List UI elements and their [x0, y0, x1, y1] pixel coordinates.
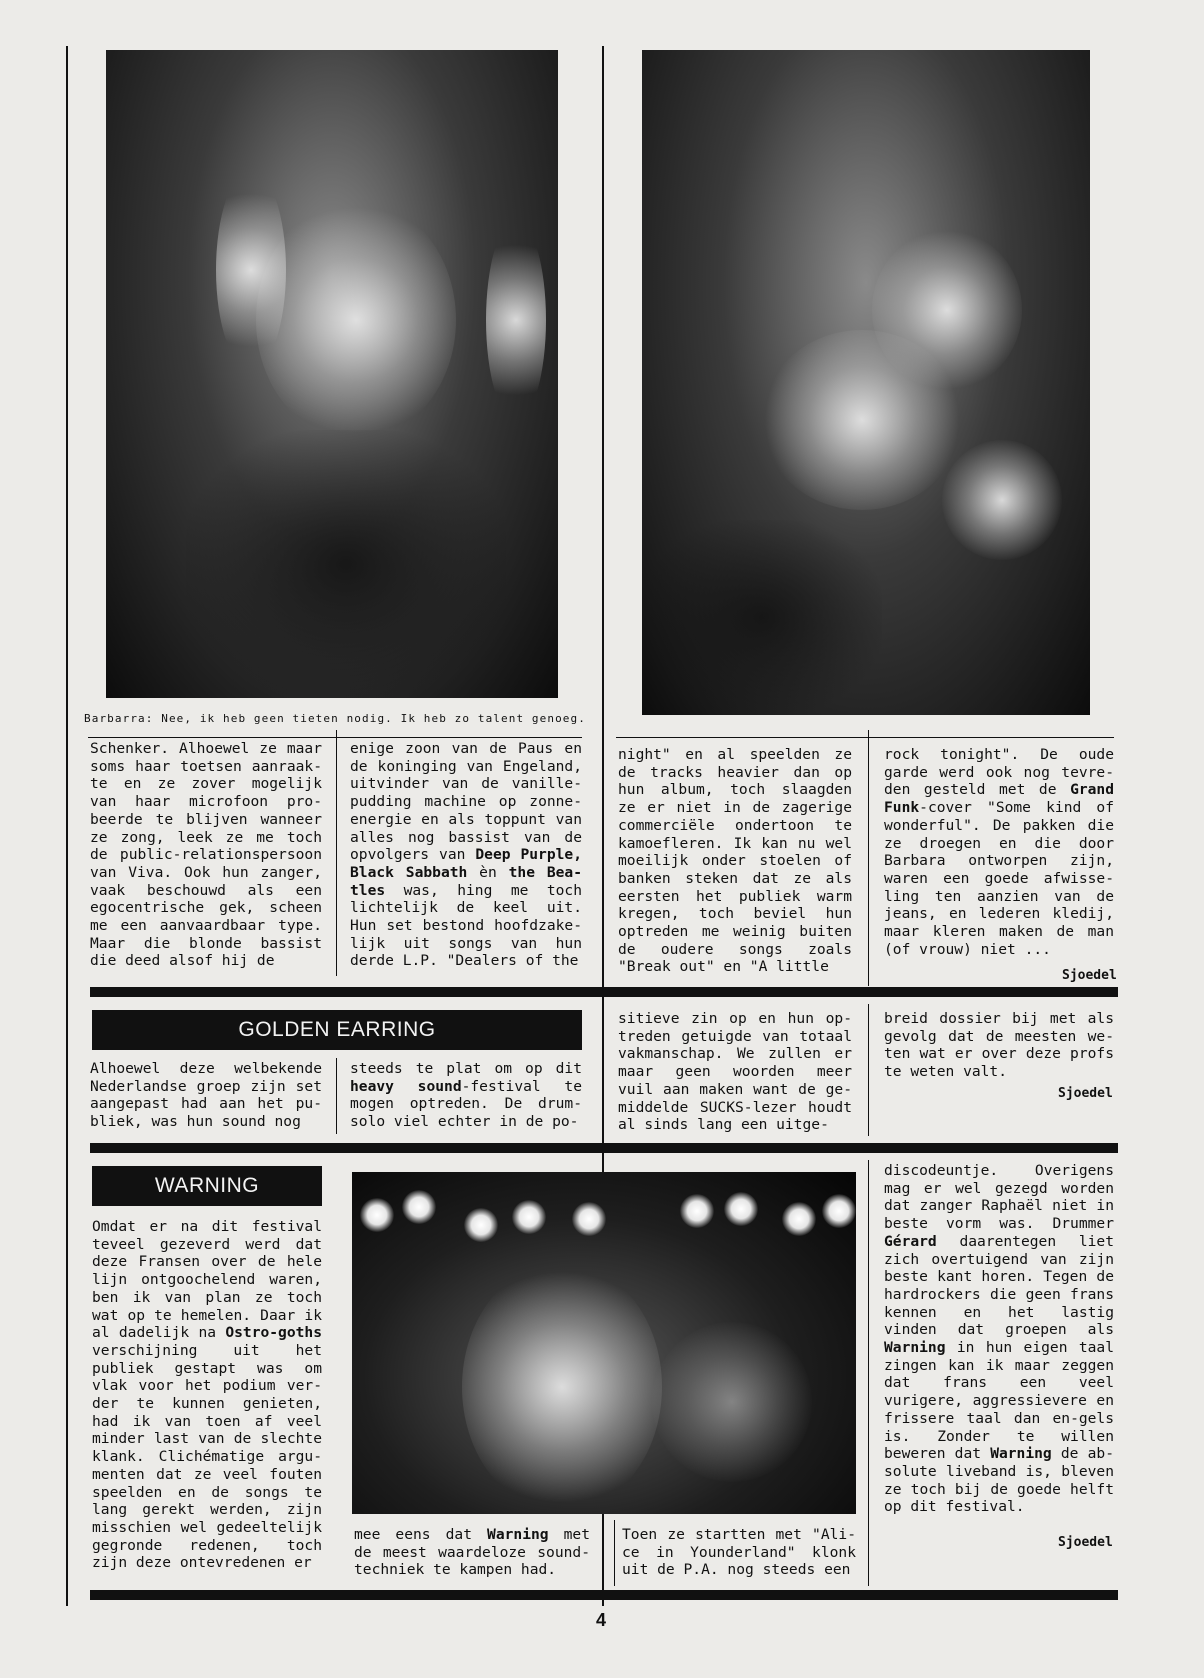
article2-col-divider-right — [868, 1004, 869, 1136]
section-divider-bar-1 — [90, 987, 1118, 997]
article3-col-divider-right — [868, 1160, 869, 1586]
article3-signature: Sjoedel — [1058, 1535, 1113, 1550]
article1-signature: Sjoedel — [1062, 968, 1117, 983]
left-border-rule — [66, 46, 68, 1606]
article3-col1: Omdat er na dit festival teveel gezeverd werd dat deze Fransen over de hele lijn ontgoochelend waren, ben ik van plan ze toch wat op te hemelen. Daar ik al dadelijk na Ostro-goths verschijning uit het publiek gestapt was om vlak voor het podium ver-der te kunnen genieten, had ik van toen af veel minder last van de slechte klank. Clichématige argu-menten dat ze veel fouten speelden en de songs te lang gerekt werden, zijn misschien wel gedeeltelijk gegronde redenen, toch zijn deze ontevredenen er — [92, 1218, 322, 1572]
section-divider-bar-3 — [90, 1590, 1118, 1600]
article3-col-divider-mid — [614, 1520, 615, 1586]
section-divider-bar-2 — [90, 1143, 1118, 1153]
photo-caption: Barbarra: Nee, ik heb geen tieten nodig. Ik heb zo talent genoeg. — [84, 712, 586, 725]
article1-col-divider-right — [868, 730, 869, 986]
article1-col-divider — [336, 730, 337, 976]
article1-col4: rock tonight". De oude garde werd ook nog tevre-den gesteld met de Grand Funk-cover "Some kind of wonderful". De pakken die ze droegen en die door Barbara ontworpen zijn, waren een goede afwisse-ling ten aanzien van de jeans, en lederen kledij, maar kleren maken de man (of vrouw) niet ... — [884, 746, 1114, 958]
article2-signature: Sjoedel — [1058, 1086, 1113, 1101]
page-number: 4 — [596, 1610, 607, 1630]
article2-col2: steeds te plat om op dit heavy sound-festival te mogen optreden. De drum-solo viel echter in de po- — [350, 1060, 582, 1131]
section1-top-rule-right — [616, 737, 1114, 738]
article2-col3: sitieve zin op en hun op-treden getuigde van totaal vakmanschap. We zullen er maar geen woorden meer vuil aan maken want de ge-middelde SUCKS-lezer houdt al sinds lang een uitgе- — [618, 1010, 852, 1134]
golden-earring-title: GOLDEN EARRING — [92, 1010, 582, 1050]
section1-top-rule — [88, 737, 582, 738]
article3-col4: discodeuntje. Overigens mag er wel gezegd worden dat zanger Raphaël niet in beste vorm was. Drummer Gérard daarentegen liet zich overtuigend van zijn beste kant horen. Tegen de hardrockers die geen frans kennen en het lastig vinden dat groepen als Warning in hun eigen taal zingen kan ik maar zeggen dat frans een veel vurigere, aggressievere en frissere taal dan en-gels is. Zonder te willen beweren dat Warning de ab-solute liveband is, bleven ze toch bij de goede helft op dit festival. — [884, 1162, 1114, 1516]
article1-col1: Schenker. Alhoewel ze maar soms haar toetsen aanraak-te en ze zover mogelijk van haar microfoon pro-beerde te blijven wanneer ze zong, leek ze me toch de public-relationspersoon van Viva. Ook hun zanger, vaak beschouwd als een egocentrische gek, scheen me een aanvaardbaar type. Maar die blonde bassist die deed alsof hij de — [90, 740, 322, 970]
article3-col2: mee eens dat Warning met de meest waardeloze sound-techniek te kampen had. — [354, 1526, 590, 1579]
article3-col3: Toen ze startten met "Ali-ce in Younderland" klonk uit de P.A. nog steeds een — [622, 1526, 856, 1579]
article2-col-divider — [336, 1058, 337, 1134]
photo-warning-band-onstage — [352, 1172, 856, 1514]
photo-curly-haired-singer — [642, 50, 1090, 715]
photo-barbarra-singing — [106, 50, 558, 698]
article1-col2: enige zoon van de Paus en de koninging van Engeland, uitvinder van de vanille-pudding machine op zonne-energie en als toppunt van alles nog bassist van de opvolgers van Deep Purple, Black Sabbath èn the Bea-tles was, hing me toch lichtelijk de keel uit. Hun set bestond hoofdzake-lijk uit songs van hun derde L.P. "Dealers of the — [350, 740, 582, 970]
warning-title: WARNING — [92, 1166, 322, 1206]
article2-col4: breid dossier bij met als gevolg dat de meesten we-ten wat er over deze profs te weten valt. — [884, 1010, 1114, 1081]
article2-col1: Alhoewel deze welbekende Nederlandse groep zijn set aangepast had aan het pu-bliek, was hun sound nog — [90, 1060, 322, 1131]
article1-col3: night" en al speelden ze de tracks heavier dan op hun album, toch slaagden ze er niet in de zagerige commerciële ondertoon te kamoefleren. Ik kan nu wel moeilijk onder stoelen of banken steken dat ze als eersten het publiek warm kregen, toch beviel hun optreden me weinig buiten de oudere songs zoals "Break out" en "A little — [618, 746, 852, 976]
